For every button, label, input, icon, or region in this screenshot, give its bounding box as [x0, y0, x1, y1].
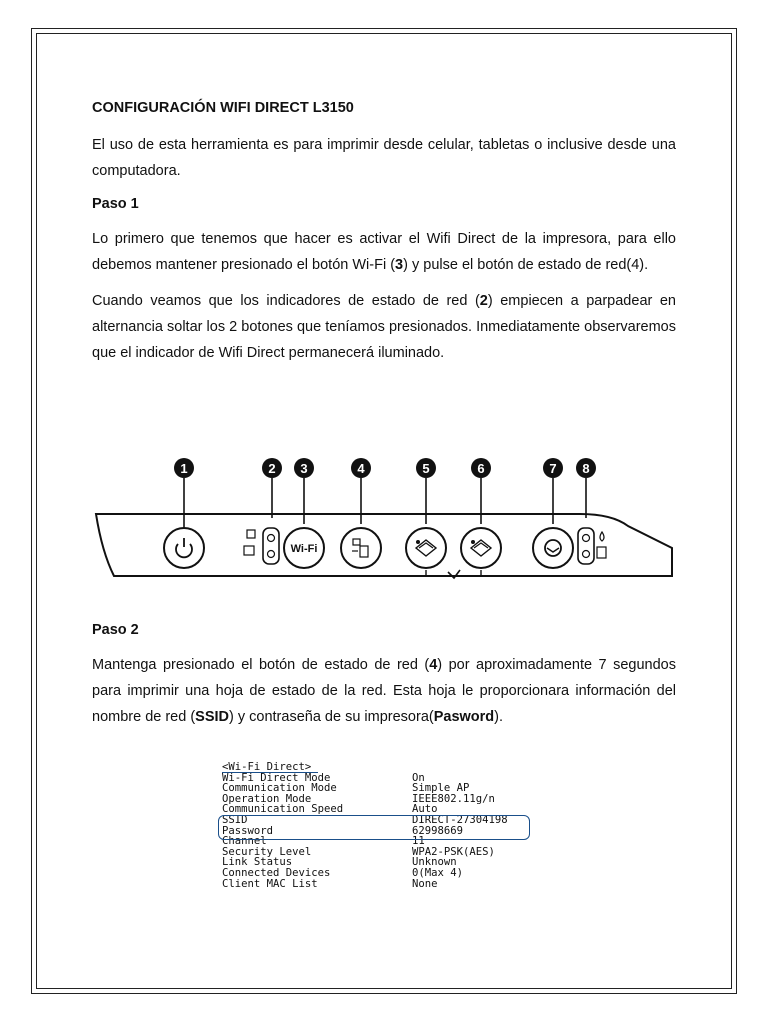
callout-2-icon: [262, 458, 282, 478]
report-key: Password: [222, 824, 274, 837]
callout-3-icon: [294, 458, 314, 478]
report-value: 62998669: [412, 824, 464, 837]
step2-bold-password: Pasword: [433, 709, 495, 725]
callout-3-label: 3: [300, 461, 308, 476]
callout-7-label: 7: [549, 461, 557, 476]
step2-section: [92, 620, 676, 740]
step1-p2-bold: 2: [479, 293, 488, 309]
step2-paragraph: [92, 652, 676, 730]
color-copy-button-icon: [461, 528, 501, 568]
black-white-copy-button-icon: [406, 528, 446, 568]
report-value: Simple AP: [412, 782, 470, 795]
report-key: Communication Speed: [222, 803, 344, 816]
step2-bold-b: 4: [429, 657, 438, 673]
step1-heading: Paso 1: [92, 196, 139, 212]
report-value: Auto: [412, 803, 438, 816]
callout-7-icon: [543, 458, 563, 478]
report-row: [222, 868, 542, 879]
document-body: [92, 98, 676, 376]
report-value: IEEE802.11g/n: [412, 792, 495, 805]
printer-control-panel-illustration: [92, 452, 676, 584]
callout-1-icon: [174, 458, 194, 478]
callout-8-label: 8: [582, 461, 590, 476]
report-value: WPA2-PSK(AES): [412, 845, 495, 858]
callout-4-label: 4: [357, 461, 365, 476]
report-value: None: [412, 877, 438, 890]
intro-paragraph: El uso de esta herramienta es para imprimir desde celular, tabletas o inclusive desde una computadora.: [92, 137, 676, 179]
report-value: On: [412, 771, 425, 784]
report-key: Connected Devices: [222, 866, 331, 879]
step2-text-a: Mantenga presionado el botón de estado de red (: [92, 657, 430, 673]
report-key: Operation Mode: [222, 792, 312, 805]
step1-p1-bold: 3: [395, 257, 404, 273]
report-value: Unknown: [412, 856, 457, 869]
step2-heading: Paso 2: [92, 622, 139, 638]
step1-paragraph-1: [92, 226, 676, 278]
report-key: Security Level: [222, 845, 312, 858]
network-status-button-icon: [341, 528, 381, 568]
step1-p2-text-c: ) empiecen a parpadear en alternancia soltar los 2 botones que teníamos presionados. Inmediatamente observaremos que el indicador de Wifi Direct permanecerá iluminado.: [92, 293, 676, 361]
power-button-icon: [164, 528, 204, 568]
network-status-lights-icon: [244, 528, 279, 564]
callout-6-label: 6: [477, 461, 485, 476]
report-value: DIRECT-27304198: [412, 813, 508, 826]
report-value: 11: [412, 835, 425, 848]
report-key: Channel: [222, 835, 267, 848]
report-key: Link Status: [222, 856, 293, 869]
report-value: 0(Max 4): [412, 866, 464, 879]
step1-paragraph-2: [92, 288, 676, 366]
step2-text-c: ) por aproximadamente 7 segundos para imprimir una hoja de estado de la red. Esta hoja le proporcionara información del nombre de red (: [92, 657, 676, 725]
callout-6-icon: [471, 458, 491, 478]
step1-p1-text-a: Lo primero que tenemos que hacer es activar el Wifi Direct de la impresora, para ello debemos mantener presionado el botón Wi-Fi (: [92, 231, 676, 273]
report-key: SSID: [222, 813, 248, 826]
callout-8-icon: [576, 458, 596, 478]
report-key: Client MAC List: [222, 877, 318, 890]
wifi-button-label: Wi-Fi: [290, 543, 318, 555]
document-title: CONFIGURACIÓN WIFI DIRECT L3150: [92, 100, 354, 116]
callout-2-label: 2: [268, 461, 276, 476]
stop-button-icon: [533, 528, 573, 568]
callout-1-label: 1: [180, 461, 188, 476]
report-key: Wi-Fi Direct Mode: [222, 771, 331, 784]
step2-text-e: ) y contraseña de su impresora(: [229, 709, 434, 725]
callout-5-icon: [416, 458, 436, 478]
step2-text-g: ).: [494, 709, 504, 725]
report-row: [222, 879, 542, 890]
report-header: <Wi-Fi Direct>: [222, 762, 318, 773]
step2-bold-ssid: SSID: [195, 709, 230, 725]
report-key: Communication Mode: [222, 782, 337, 795]
step1-p1-text-c: ) y pulse el botón de estado de red(4).: [403, 257, 649, 273]
report-header-row: [222, 762, 542, 773]
callout-5-label: 5: [422, 461, 430, 476]
step1-p2-text-a: Cuando veamos que los indicadores de estado de red (: [92, 293, 480, 309]
ssid-password-highlight: [218, 815, 530, 840]
callout-4-icon: [351, 458, 371, 478]
ink-paper-lights-icon: [578, 528, 606, 564]
wifi-button-icon: [284, 528, 324, 568]
